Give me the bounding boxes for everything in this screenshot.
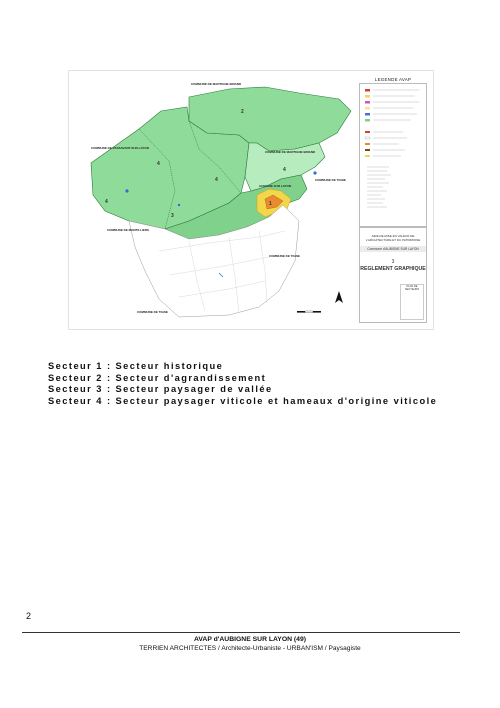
sector-item-4: Secteur 4 : Secteur paysager viticole et hameaux d'origine viticole [48, 395, 438, 406]
title-block-number: 3 [391, 259, 395, 265]
sector-number: 4 [105, 199, 108, 205]
sector-number: 3 [171, 213, 174, 219]
map-label-commune-4: COMMUNE DE TIGNE [315, 178, 346, 182]
footer-divider [22, 632, 460, 633]
sector-item-3: Secteur 3 : Secteur paysager de vallée [48, 384, 273, 395]
sector-list [48, 361, 437, 407]
title-block-org: AIRE DE MISE EN VALEUR DE L'ARCHITECTURE ET DU PATRIMOINE [365, 234, 421, 242]
map-label-commune-6: COMMUNE DE TIGNE [269, 254, 300, 258]
title-block [359, 227, 427, 323]
legend-panel [359, 77, 427, 323]
footer-title: AVAP d'AUBIGNE SUR LAYON (49) [193, 636, 307, 643]
title-block-commune: Commune d'AUBIGNE SUR LAYON [360, 246, 426, 252]
map-label-commune-7: COMMUNE DE TIGNE [137, 310, 168, 314]
map-label-commune-3: COMMUNE DE MARTIGNE BRIAND [265, 150, 316, 154]
sector-number: 4 [157, 161, 160, 167]
north-arrow-icon [335, 291, 343, 303]
sector-item-2: Secteur 2 : Secteur d'agrandissement [48, 372, 267, 383]
page-number: 2 [26, 611, 32, 621]
legend-box [359, 83, 427, 227]
title-block-stamp: PLAN DE SECTEURS [400, 284, 424, 320]
title-block-title: REGLEMENT GRAPHIQUE [360, 266, 426, 272]
legend-title: LEGENDE AVAP [374, 77, 412, 82]
map-label-village: AUBIGNE SUR LAYON [259, 184, 292, 188]
sector-number: 2 [241, 109, 244, 115]
map-label-commune-2: COMMUNE DE PASSAVANT-SUR-LAYON [91, 146, 149, 150]
sector-number: 4 [215, 177, 218, 183]
scale-bar [297, 311, 321, 313]
map-label-commune-5: COMMUNE DE MONTILLIERS [107, 228, 149, 232]
footer-subtitle: TERRIEN ARCHITECTES / Architecte-Urbaniste - URBAN'ISM / Paysagiste [139, 645, 361, 652]
map-label-commune-1: COMMUNE DE MARTIGNE BRIAND [191, 82, 242, 86]
map-figure [68, 70, 434, 330]
sector-number: 4 [283, 167, 286, 173]
sector-item-1: Secteur 1 : Secteur historique [48, 361, 224, 371]
sector-number: 1 [269, 201, 272, 207]
